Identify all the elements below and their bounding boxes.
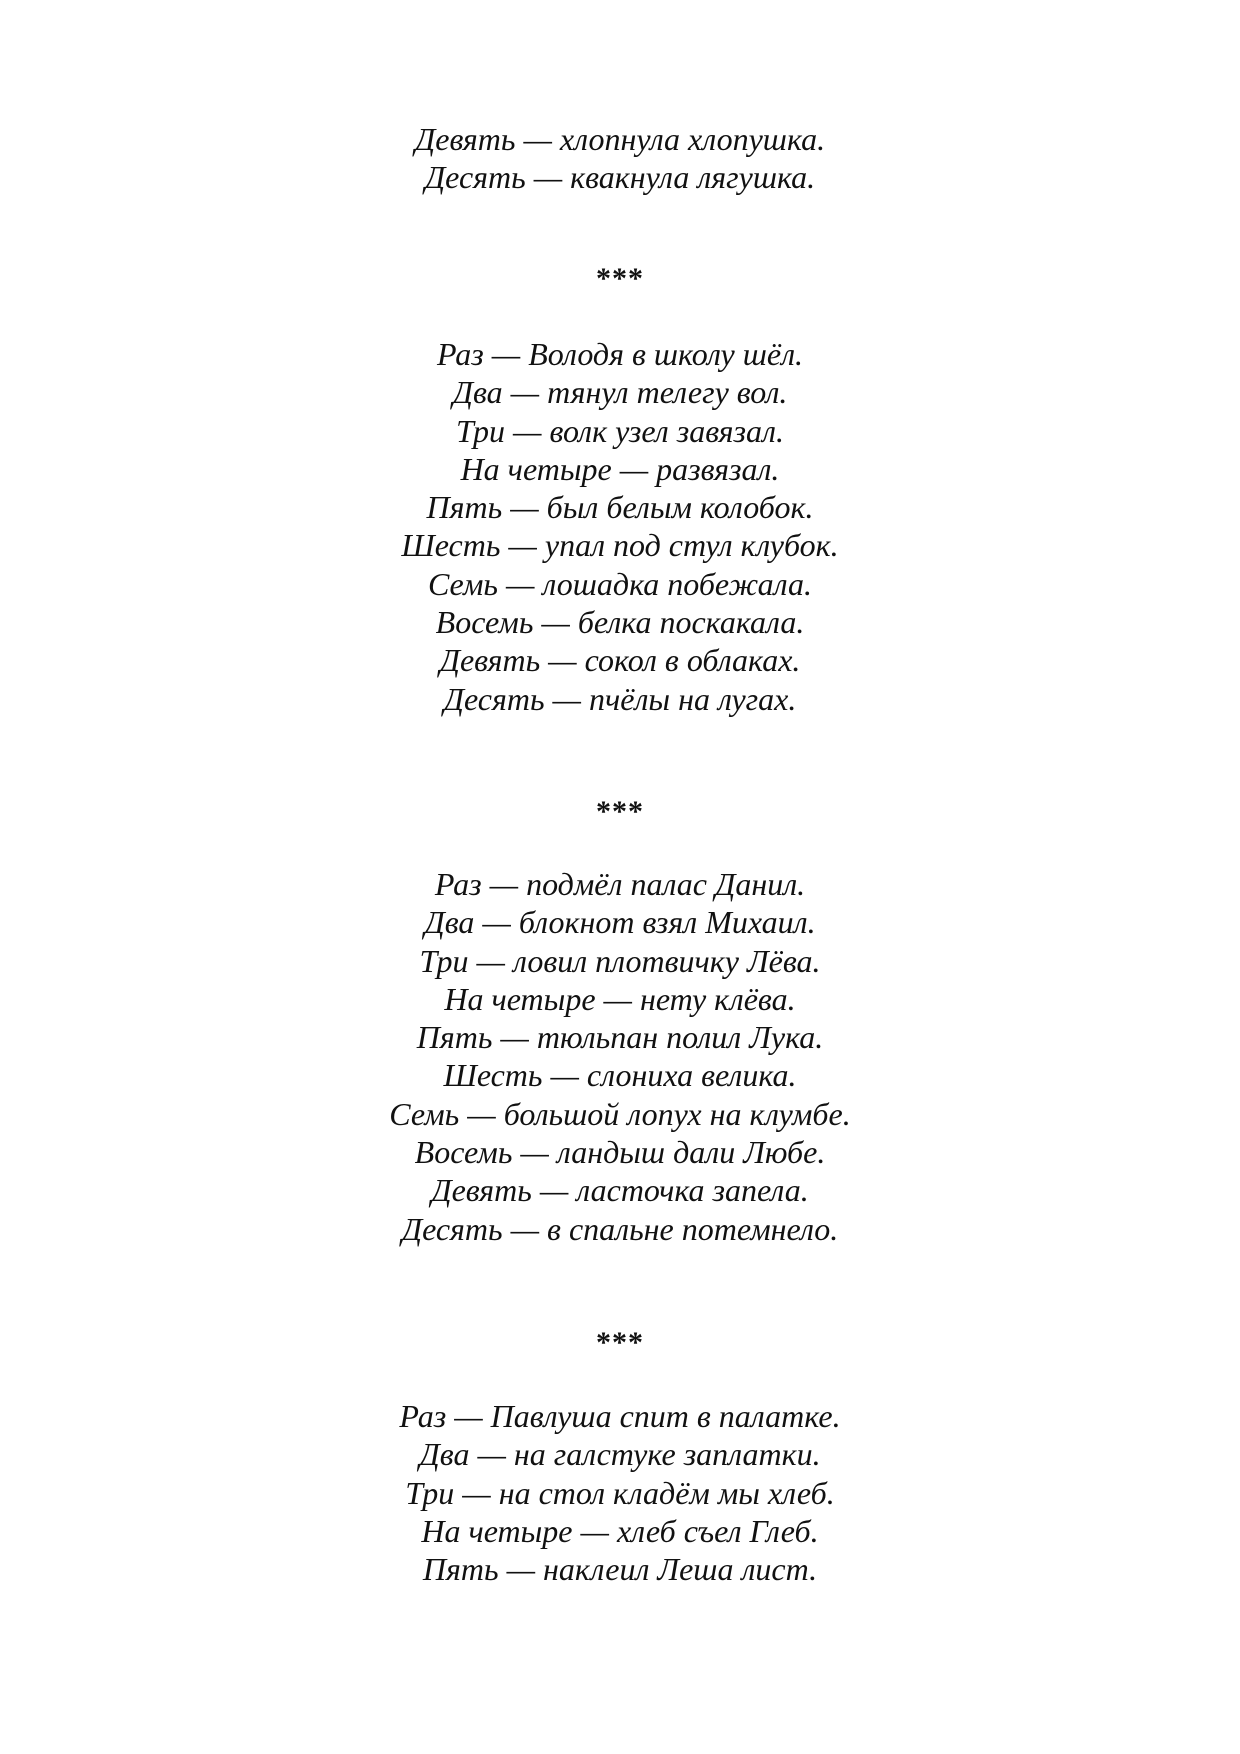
verse-line: Два — тянул телегу вол. (452, 374, 788, 411)
verse-line: Раз — подмёл палас Данил. (434, 866, 806, 902)
stanza-4 (0, 1397, 1240, 1588)
verse-line: Восемь — ландыш дали Любе. (414, 1134, 826, 1171)
verse-line: Пять — наклеил Леша лист. (422, 1551, 818, 1588)
verse-line: Десять — квакнула лягушка. (424, 159, 816, 196)
verse-line: Два — на галстуке заплатки. (419, 1436, 821, 1473)
verse-line: Пять — тюльпан полил Лука. (416, 1019, 824, 1056)
verse-line: Семь — лошадка побежала. (427, 565, 813, 602)
verse-line: Три — волк узел завязал. (456, 412, 784, 449)
verse-line: Восемь — белка поскакала. (435, 604, 805, 641)
section-separator: *** (596, 795, 644, 828)
verse-line: Десять — пчёлы на лугах. (443, 680, 797, 717)
verse-line: Шесть — упал под стул клубок. (401, 527, 839, 564)
verse-line: Пять — был белым колобок. (426, 489, 814, 526)
verse-line: На четыре — развязал. (460, 450, 780, 487)
verse-line: Шесть — слониха велика. (443, 1057, 797, 1094)
section-separator: *** (596, 1326, 644, 1359)
verse-line: Два — блокнот взял Михаил. (424, 904, 816, 941)
stanza-3 (0, 865, 1240, 1248)
verse-line: Десять — в спальне потемнело. (401, 1210, 839, 1247)
section-separator: *** (596, 262, 644, 295)
verse-line: Три — ловил плотвичку Лёва. (419, 942, 821, 979)
stanza-2 (0, 335, 1240, 718)
verse-line: Девять — хлопнула хлопушка. (414, 121, 826, 157)
verse-line: Девять — сокол в облаках. (439, 642, 801, 679)
verse-line: Девять — ласточка запела. (431, 1172, 809, 1209)
verse-line: Раз — Павлуша спит в палатке. (399, 1398, 841, 1434)
verse-line: Три — на стол кладём мы хлеб. (405, 1474, 835, 1511)
stanza-1 (0, 120, 1240, 197)
verse-line: На четыре — хлеб съел Глеб. (421, 1512, 819, 1549)
verse-line: Раз — Володя в школу шёл. (436, 336, 804, 372)
verse-line: Семь — большой лопух на клумбе. (389, 1095, 851, 1132)
verse-line: На четыре — нету клёва. (444, 980, 796, 1017)
